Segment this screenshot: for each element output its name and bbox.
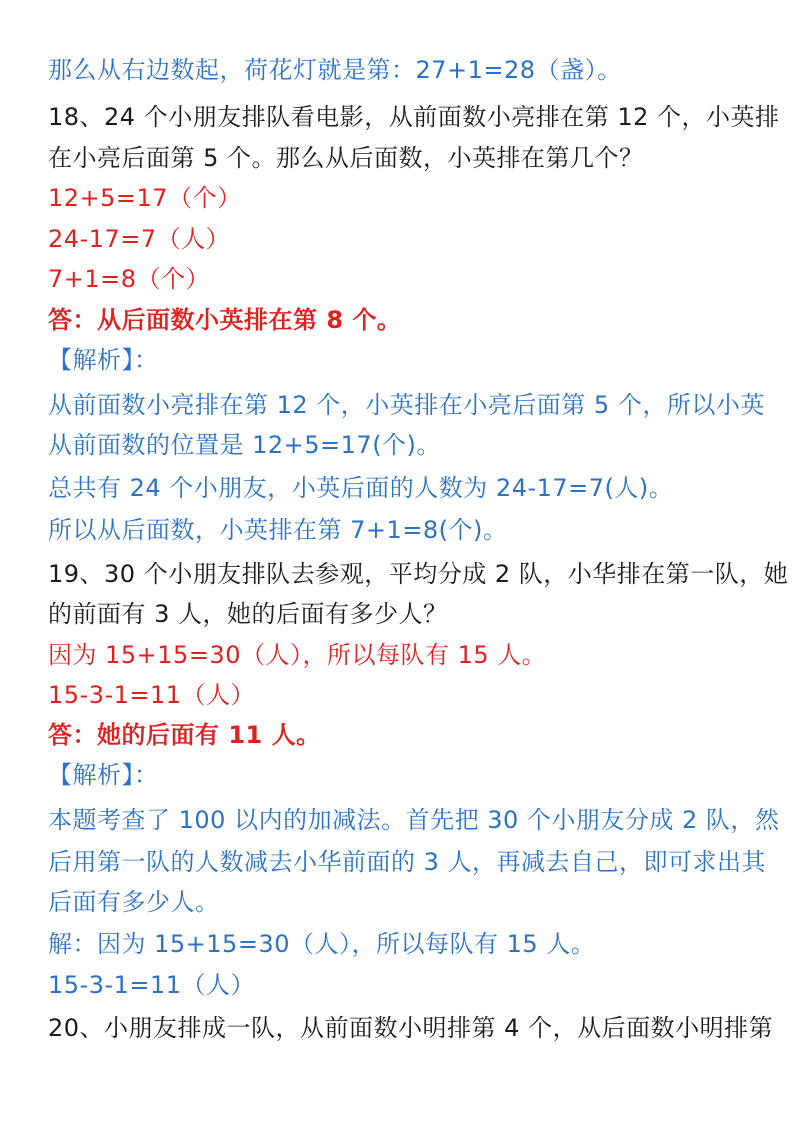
q19-step-1: 因为 15+15=30（人），所以每队有 15 人。 xyxy=(48,641,547,669)
q18-analysis-line-2: 从前面数的位置是 12+5=17(个)。 xyxy=(48,431,441,459)
question-18-line-2: 在小亮后面第 5 个。那么从后面数，小英排在第几个？ xyxy=(48,144,644,172)
question-20-line-1: 20、小朋友排成一队，从前面数小明排第 4 个，从后面数小明排第 xyxy=(48,1014,774,1042)
q19-analysis-line-3: 后面有多少人。 xyxy=(48,888,220,916)
q18-step-3: 7+1=8（个） xyxy=(48,265,211,293)
question-19-line-2: 的前面有 3 人，她的后面有多少人？ xyxy=(48,600,448,628)
q18-analysis-line-3: 总共有 24 个小朋友，小英后面的人数为 24-17=7(人)。 xyxy=(48,474,674,502)
question-19-line-1: 19、30 个小朋友排队去参观，平均分成 2 队，小华排在第一队，她 xyxy=(48,560,789,588)
q18-analysis-line-4: 所以从后面数，小英排在第 7+1=8(个)。 xyxy=(48,516,508,544)
q18-analysis-heading: 【解析】： xyxy=(48,346,159,374)
question-18-line-1: 18、24 个小朋友排队看电影，从前面数小亮排在第 12 个，小英排 xyxy=(48,103,780,131)
q18-answer: 答：从后面数小英排在第 8 个。 xyxy=(48,306,402,334)
q19-analysis-line-1: 本题考查了 100 以内的加减法。首先把 30 个小朋友分成 2 队，然 xyxy=(48,806,780,834)
q18-step-1: 12+5=17（个） xyxy=(48,184,242,212)
q19-analysis-line-2: 后用第一队的人数减去小华前面的 3 人，再减去自己，即可求出其 xyxy=(48,848,767,876)
q19-analysis-heading: 【解析】： xyxy=(48,761,159,789)
q18-step-2: 24-17=7（人） xyxy=(48,225,231,253)
q19-step-2: 15-3-1=11（人） xyxy=(48,681,256,709)
q19-answer: 答：她的后面有 11 人。 xyxy=(48,721,321,749)
lantern-answer-line: 那么从右边数起，荷花灯就是第：27+1=28（盏）。 xyxy=(48,56,622,84)
q18-analysis-line-1: 从前面数小亮排在第 12 个，小英排在小亮后面第 5 个，所以小英 xyxy=(48,391,765,419)
q19-solution-line-2: 15-3-1=11（人） xyxy=(48,971,256,999)
q19-solution-line-1: 解：因为 15+15=30（人），所以每队有 15 人。 xyxy=(48,930,596,958)
